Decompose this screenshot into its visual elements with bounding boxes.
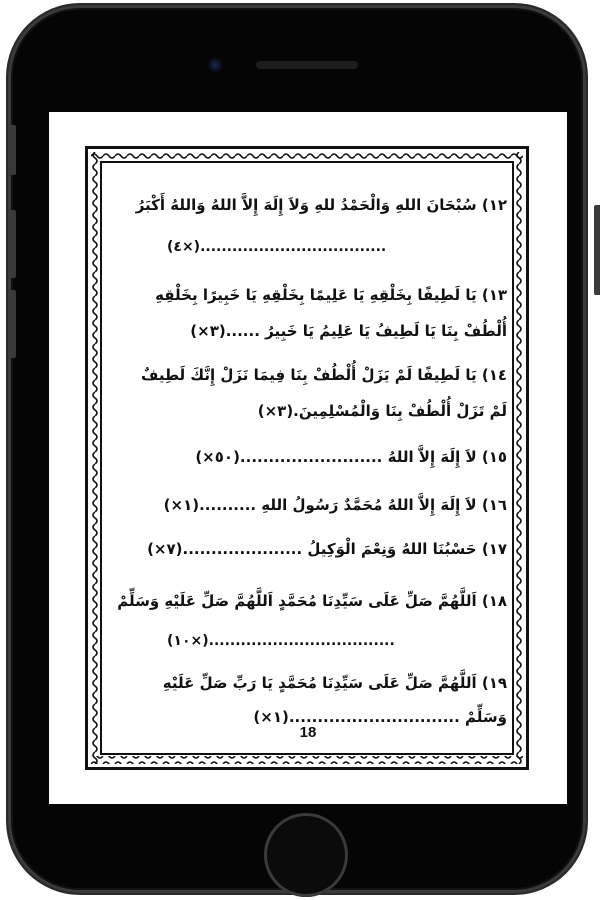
dhikr-13-line-2: أُلْطُفْ بِنَا يَا لَطِيفُ يَا عَلِيمُ يَا خَبِيرُ ......(٣×): [190, 322, 507, 340]
mute-switch: [8, 125, 16, 175]
phone-body: [8, 5, 586, 893]
dhikr-12-line-1: ١٢) سُبْحَانَ اللهِ وَالْحَمْدُ للهِ وَلاَ إِلَهَ إِلاَّ اللهُ وَاللهُ أَكْبَرُ: [135, 196, 507, 214]
volume-down-button: [8, 290, 16, 358]
dhikr-15-line-1: ١٥) لاَ إِلَهَ إِلاَّ اللهُ .........................(٥٠×): [195, 448, 507, 466]
dhikr-13-line-1: ١٣) يَا لَطِيفًا بِخَلْقِهِ يَا عَلِيمًا بِخَلْقِهِ يَا خَبِيرًا بِخَلْقِهِ: [155, 286, 507, 304]
dhikr-18-line-1: ١٨) اَللَّهُمَّ صَلِّ عَلَى سَيِّدِنَا مُحَمَّدٍ اَللَّهُمَّ صَلِّ عَلَيْهِ وَسَلِّمْ: [117, 592, 507, 610]
page-number: 18: [299, 724, 317, 741]
dhikr-18-count: (١٠×)...................................: [167, 633, 395, 649]
book-page[interactable]: [49, 112, 567, 804]
dhikr-14-line-2: لَمْ تَزَلْ أُلْطُفْ بِنَا وَالْمُسْلِمِينَ.(٣×): [257, 402, 507, 420]
dhikr-14-line-1: ١٤) يَا لَطِيفًا لَمْ يَزَلْ أُلْطُفْ بِنَا فِيمَا نَزَلْ إِنَّكَ لَطِيفٌ: [140, 366, 507, 384]
volume-up-button: [8, 210, 16, 278]
dhikr-17-line-1: ١٧) حَسْبُنَا اللهُ وَنِعْمَ الْوَكِيلُ .....................(٧×): [147, 540, 507, 558]
dhikr-12-count: (٤×)...................................: [167, 239, 387, 255]
power-button: [594, 205, 600, 295]
earpiece-speaker: [256, 61, 358, 69]
page-content: [107, 168, 507, 728]
dhikr-16-line-1: ١٦) لاَ إِلَهَ إِلاَّ اللهُ مُحَمَّدٌ رَسُولُ اللهِ ..........(١×): [163, 496, 507, 514]
home-button[interactable]: [264, 813, 348, 897]
dhikr-19-line-2: وَسَلِّمْ ..............................(١×): [253, 708, 507, 726]
dhikr-19-line-1: ١٩) اَللَّهُمَّ صَلِّ عَلَى سَيِّدِنَا مُحَمَّدٍ يَا رَبِّ صَلِّ عَلَيْهِ: [162, 674, 507, 692]
front-camera-icon: [208, 58, 222, 72]
